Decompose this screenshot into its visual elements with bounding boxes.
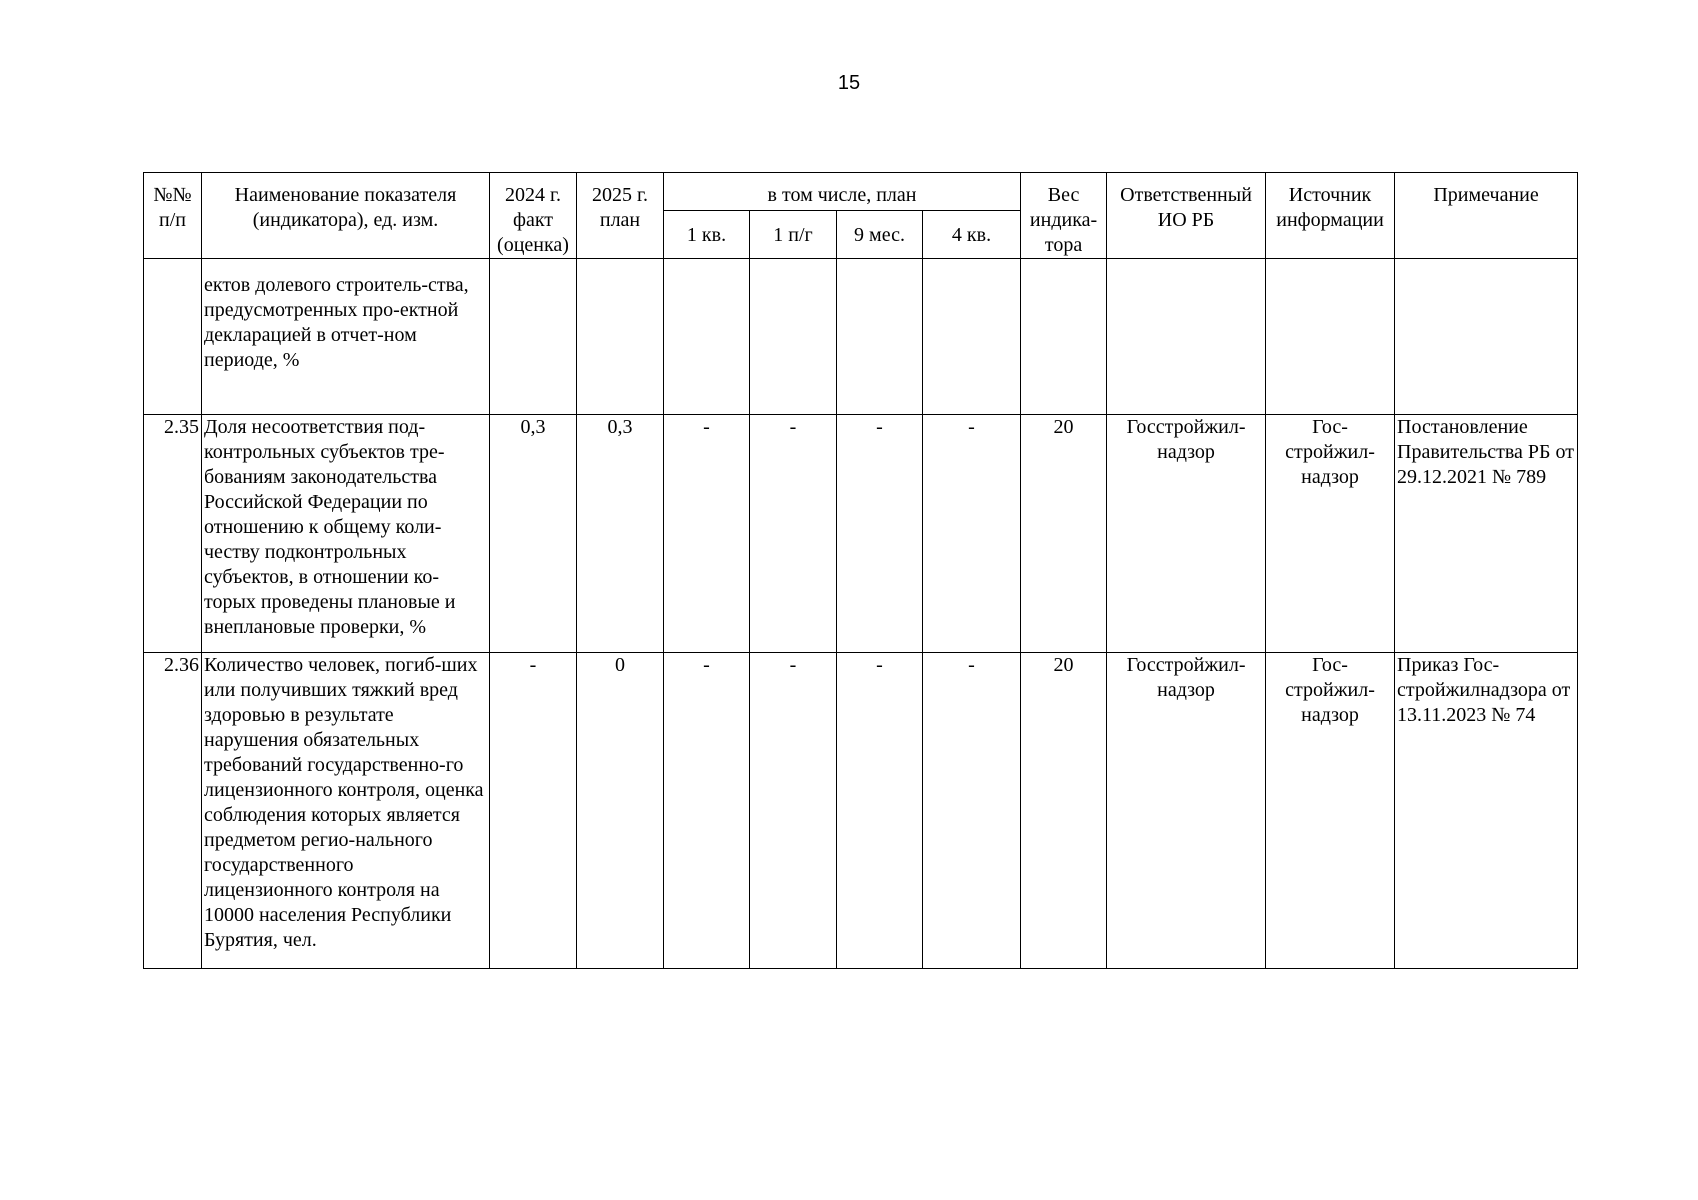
- 9m-value: [837, 259, 923, 415]
- header-fact-2024: 2024 г. факт (оценка): [490, 173, 577, 259]
- header-9m: 9 мес.: [837, 211, 923, 259]
- q1-value: -: [664, 653, 750, 969]
- plan-2025-value: 0: [577, 653, 664, 969]
- fact-2024-value: -: [490, 653, 577, 969]
- indicator-name: Доля несоответствия под-контрольных субъектов тре-бованиям законодательства Российской Федерации по отношению к общему коли-честву подконтрольных субъектов, в отношении ко-торых проведены плановые и внеплановые проверки, %: [202, 415, 490, 653]
- header-note: Примечание: [1395, 173, 1578, 259]
- header-q1: 1 кв.: [664, 211, 750, 259]
- row-number: 2.35: [144, 415, 202, 653]
- table-row: [144, 415, 1578, 653]
- indicator-name: Количество человек, погиб-ших или получивших тяжкий вред здоровью в результате нарушения обязательных требований государственно-го лицензионного контроля, оценка соблюдения которых является предметом регио-нального государственного лицензионного контроля на 10000 населения Республики Бурятия, чел.: [202, 653, 490, 969]
- fact-2024-value: [490, 259, 577, 415]
- note-value: Приказ Гос-стройжилнадзора от 13.11.2023 № 74: [1395, 653, 1578, 969]
- 9m-value: -: [837, 653, 923, 969]
- source-value: Гос-стройжил-надзор: [1266, 415, 1395, 653]
- h1-value: -: [750, 415, 837, 653]
- responsible-value: Госстройжил-надзор: [1107, 653, 1266, 969]
- note-value: [1395, 259, 1578, 415]
- q1-value: -: [664, 415, 750, 653]
- header-weight: Вес индика-тора: [1021, 173, 1107, 259]
- source-value: [1266, 259, 1395, 415]
- weight-value: [1021, 259, 1107, 415]
- h1-value: [750, 259, 837, 415]
- header-including-plan: в том числе, план: [664, 173, 1021, 211]
- note-value: Постановление Правительства РБ от 29.12.2021 № 789: [1395, 415, 1578, 653]
- 9m-value: -: [837, 415, 923, 653]
- responsible-value: [1107, 259, 1266, 415]
- fact-2024-value: 0,3: [490, 415, 577, 653]
- q4-value: -: [923, 653, 1021, 969]
- header-name: Наименование показателя (индикатора), ед. изм.: [202, 173, 490, 259]
- row-number: 2.36: [144, 653, 202, 969]
- indicators-table: [143, 172, 1578, 969]
- q4-value: -: [923, 415, 1021, 653]
- q4-value: [923, 259, 1021, 415]
- weight-value: 20: [1021, 653, 1107, 969]
- weight-value: 20: [1021, 415, 1107, 653]
- q1-value: [664, 259, 750, 415]
- header-num: №№ п/п: [144, 173, 202, 259]
- row-number: [144, 259, 202, 415]
- indicator-name: ектов долевого строитель-ства, предусмотренных про-ектной декларацией в отчет-ном периоде, %: [202, 259, 490, 415]
- header-responsible: Ответственный ИО РБ: [1107, 173, 1266, 259]
- source-value: Гос-стройжил-надзор: [1266, 653, 1395, 969]
- header-plan-2025: 2025 г. план: [577, 173, 664, 259]
- table-row: [144, 653, 1578, 969]
- page-number: 15: [837, 72, 861, 94]
- header-source: Источник информации: [1266, 173, 1395, 259]
- responsible-value: Госстройжил-надзор: [1107, 415, 1266, 653]
- header-h1: 1 п/г: [750, 211, 837, 259]
- plan-2025-value: 0,3: [577, 415, 664, 653]
- table-row: [144, 259, 1578, 415]
- h1-value: -: [750, 653, 837, 969]
- plan-2025-value: [577, 259, 664, 415]
- header-q4: 4 кв.: [923, 211, 1021, 259]
